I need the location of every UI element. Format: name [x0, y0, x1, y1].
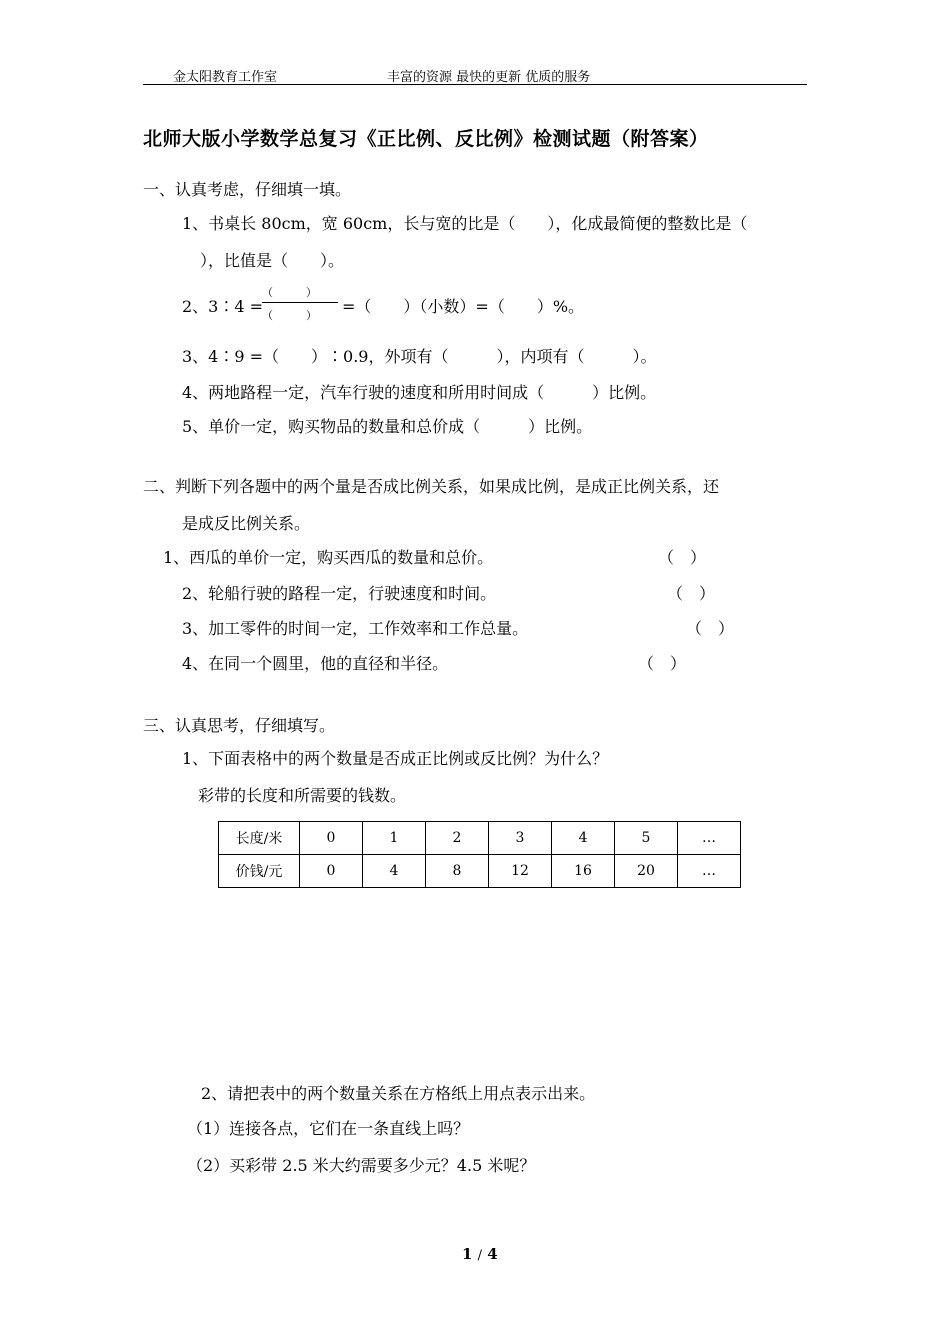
table-header-price: 价钱/元 — [219, 855, 300, 888]
table-cell: 2 — [426, 822, 489, 855]
table-cell: 0 — [300, 855, 363, 888]
q4: 4、两地路程一定，汽车行驶的速度和所用时间成（ ）比例。 — [182, 383, 657, 402]
table-cell: 20 — [615, 855, 678, 888]
s3-q2-sub2: （2）买彩带 2.5 米大约需要多少元？4.5 米呢？ — [187, 1156, 536, 1175]
table-cell: 1 — [363, 822, 426, 855]
section2-heading-line1: 二、判断下列各题中的两个量是否成比例关系，如果成比例，是成正比例关系，还 — [143, 477, 720, 496]
ribbon-price-table — [218, 821, 741, 888]
table-row — [219, 822, 741, 855]
q2-prefix: 2、3∶4 = — [182, 297, 264, 316]
page-total: 4 — [487, 1245, 498, 1263]
table-cell: 0 — [300, 822, 363, 855]
s3-q1: 1、下面表格中的两个数量是否成正比例或反比例？为什么？ — [182, 749, 609, 768]
table-cell: 16 — [552, 855, 615, 888]
header-rule — [143, 84, 807, 85]
table-cell: … — [678, 822, 741, 855]
section1-heading: 一、认真考虑，仔细填一填。 — [143, 180, 352, 199]
judge-blank-4: （ ） — [638, 654, 687, 673]
page-separator: / — [477, 1248, 483, 1263]
table-cell: 5 — [615, 822, 678, 855]
s3-q2-sub1: （1）连接各点，它们在一条直线上吗？ — [187, 1119, 470, 1138]
judge-item-3: 3、加工零件的时间一定，工作效率和工作总量。 — [182, 619, 529, 638]
q1-line1: 1、书桌长 80cm，宽 60cm，长与宽的比是（ ），化成最简便的整数比是（ — [182, 214, 748, 233]
section2-heading-line2: 是成反比例关系。 — [182, 514, 311, 533]
table-cell: 3 — [489, 822, 552, 855]
q1-line2: ），比值是（ ）。 — [200, 251, 345, 270]
q3: 3、4∶9 =（ ）∶0.9，外项有（ ），内项有（ ）。 — [182, 347, 657, 366]
q2-fraction-numerator: （ ） — [262, 286, 317, 299]
table-cell: 4 — [552, 822, 615, 855]
judge-blank-2: （ ） — [667, 584, 716, 603]
page-title: 北师大版小学数学总复习《正比例、反比例》检测试题（附答案） — [143, 128, 709, 150]
table-cell: 12 — [489, 855, 552, 888]
header-right: 丰富的资源 最快的更新 优质的服务 — [387, 70, 591, 85]
table-cell: 8 — [426, 855, 489, 888]
judge-item-4: 4、在同一个圆里，他的直径和半径。 — [182, 654, 449, 673]
judge-blank-1: （ ） — [658, 548, 707, 567]
page-current: 1 — [462, 1245, 473, 1263]
table-cell: 4 — [363, 855, 426, 888]
header-left: 金太阳教育工作室 — [173, 70, 278, 85]
table-cell: … — [678, 855, 741, 888]
q2-fraction-bar — [262, 302, 338, 303]
q2-fraction-denominator: （ ） — [262, 309, 317, 322]
judge-item-1: 1、西瓜的单价一定，购买西瓜的数量和总价。 — [163, 548, 494, 567]
q5: 5、单价一定，购买物品的数量和总价成（ ）比例。 — [182, 417, 593, 436]
q2-suffix: =（ ）（小数）=（ ）%。 — [342, 297, 585, 316]
table-header-length: 长度/米 — [219, 822, 300, 855]
page-number — [462, 1245, 498, 1263]
s3-q2: 2、请把表中的两个数量关系在方格纸上用点表示出来。 — [201, 1084, 596, 1103]
s3-q1-caption: 彩带的长度和所需要的钱数。 — [198, 786, 407, 805]
judge-item-2: 2、轮船行驶的路程一定，行驶速度和时间。 — [182, 584, 497, 603]
judge-blank-3: （ ） — [686, 619, 735, 638]
table-row — [219, 855, 741, 888]
section3-heading: 三、认真思考，仔细填写。 — [143, 716, 336, 735]
